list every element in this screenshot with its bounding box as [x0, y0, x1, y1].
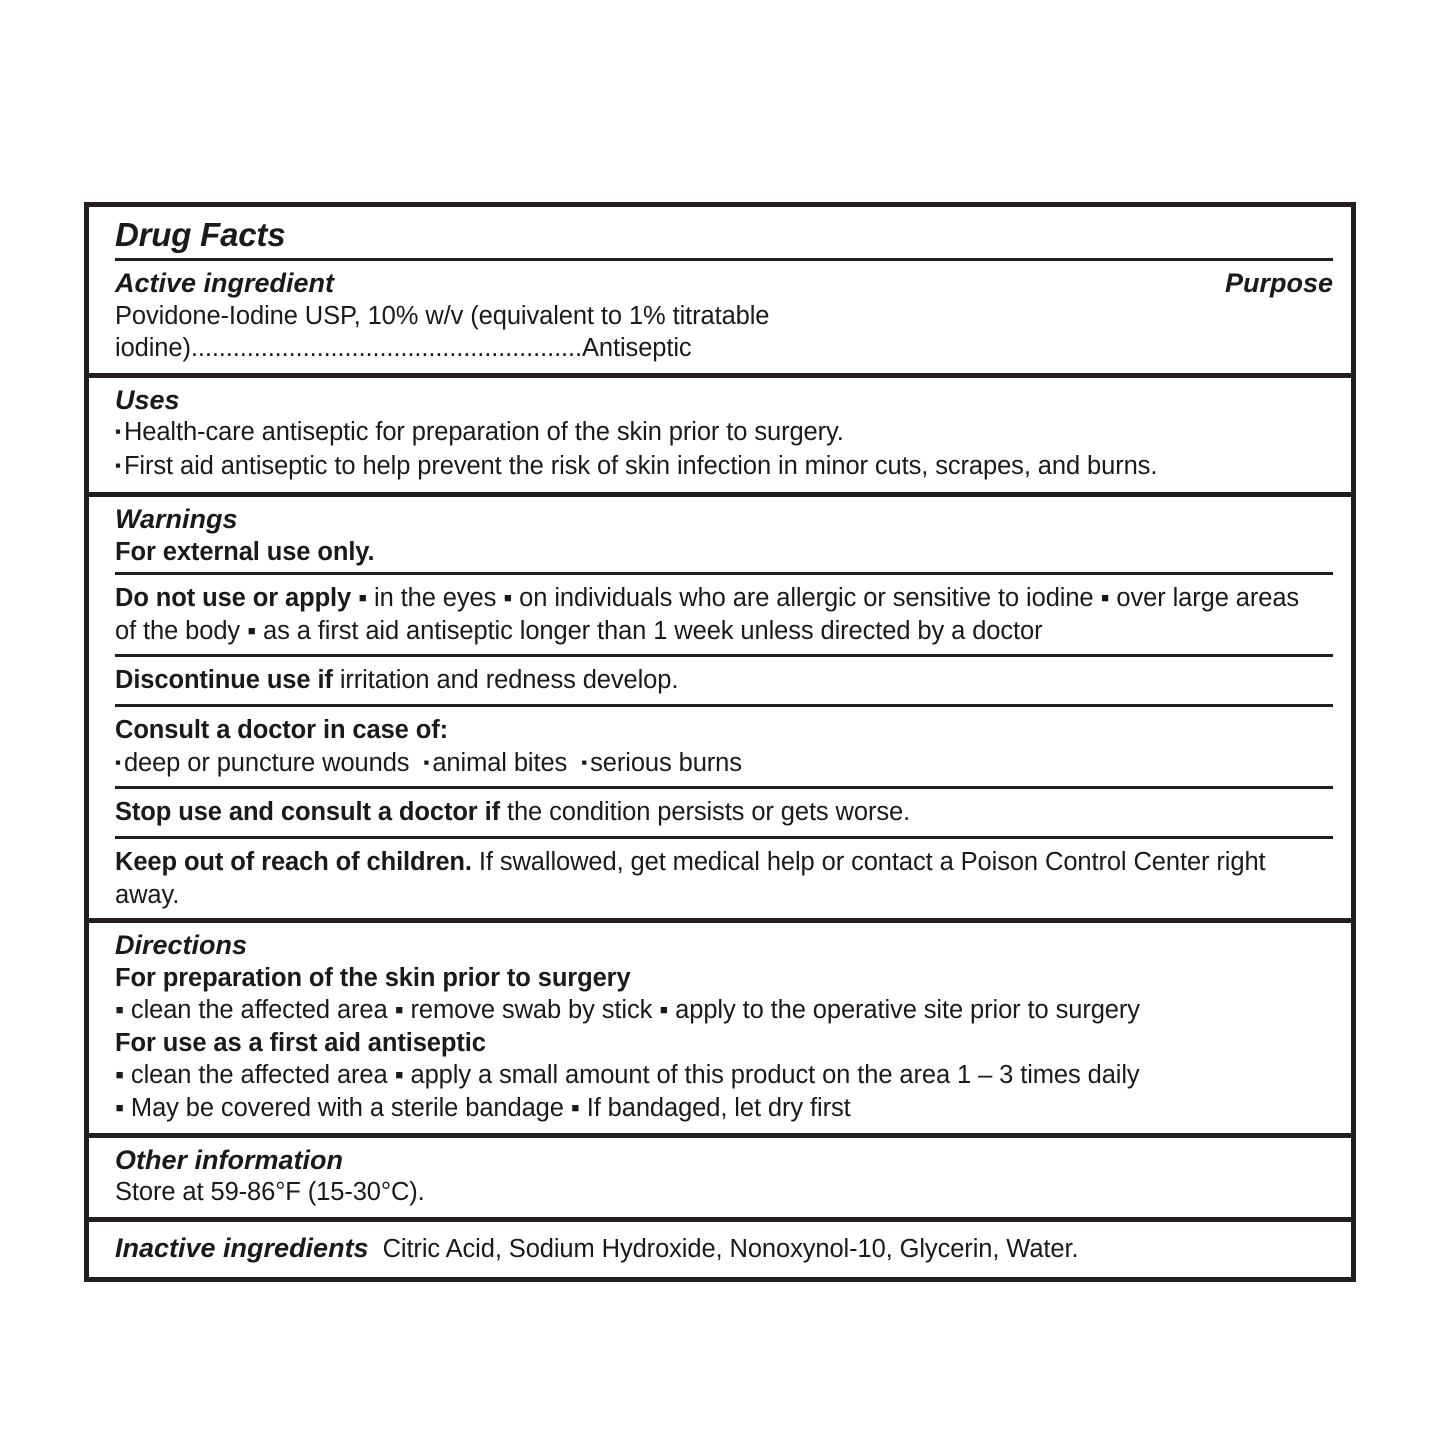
inactive-ingredients-section — [89, 1222, 1351, 1278]
discontinue-rest: irritation and redness develop. — [332, 666, 679, 695]
external-use-text: For external use only. — [115, 537, 375, 566]
active-ingredient-heading: Active ingredient — [115, 268, 335, 299]
do-not-use-line-1 — [115, 582, 1333, 615]
stop-use-rest: the condition persists or gets worse. — [500, 798, 911, 827]
other-information-section — [89, 1138, 1351, 1217]
bullet-square-icon: ▪ — [115, 456, 121, 476]
uses-item — [115, 416, 1333, 450]
directions-heading: Directions — [115, 930, 248, 961]
keep-out-rest: If swallowed, get medical help or contact a Poison Control Center right away. — [115, 847, 1266, 909]
stop-use-label: Stop use and consult a doctor if — [115, 798, 500, 827]
consult-item: animal bites — [432, 748, 568, 777]
directions-sub1-line: ▪ clean the affected area ▪ remove swab by stick ▪ apply to the operative site prior to surgery — [115, 996, 1140, 1025]
directions-sub1-heading: For preparation of the skin prior to surgery — [115, 963, 631, 992]
consult-item: deep or puncture wounds — [123, 748, 410, 777]
leader-dots: ........................................................ — [190, 334, 583, 363]
other-information-text: Store at 59-86°F (15-30°C). — [115, 1178, 425, 1207]
purpose-value: Antiseptic — [582, 334, 692, 363]
bullet-square-icon: ▪ — [423, 752, 430, 772]
discontinue-block — [89, 657, 1351, 704]
directions-sub2-line-2: ▪ May be covered with a sterile bandage ▪ If bandaged, let dry first — [115, 1094, 851, 1123]
inactive-ingredients-text — [369, 1235, 1079, 1263]
uses-heading: Uses — [115, 384, 180, 415]
consult-doctor-items — [115, 747, 1333, 780]
do-not-use-rest: ▪ in the eyes ▪ on individuals who are allergic or sensitive to iodine ▪ over large areas — [351, 584, 1300, 613]
discontinue-line — [115, 664, 1333, 697]
consult-doctor-label: Consult a doctor in case of: — [115, 716, 448, 745]
uses-section — [89, 378, 1351, 492]
discontinue-label: Discontinue use if — [115, 666, 333, 695]
consult-doctor-block — [89, 707, 1351, 786]
inactive-ingredients-value: Citric Acid, Sodium Hydroxide, Nonoxynol-10, Glycerin, Water. — [382, 1234, 1079, 1263]
drug-facts-title: Drug Facts — [115, 216, 286, 253]
do-not-use-block — [89, 575, 1351, 654]
stop-use-block — [89, 789, 1351, 836]
active-ingredient-section — [89, 261, 1351, 373]
uses-item-text: Health-care antiseptic for preparation of the skin prior to surgery. — [123, 418, 844, 447]
active-ingredient-value: Povidone-Iodine USP, 10% w/v (equivalent to 1% titratable iodine) — [115, 301, 770, 363]
uses-item — [115, 450, 1333, 484]
keep-out-block — [89, 839, 1351, 918]
stop-use-line — [115, 796, 1333, 829]
bullet-square-icon: ▪ — [115, 422, 121, 442]
directions-section — [89, 923, 1351, 1133]
active-ingredient-head-row — [115, 267, 1333, 299]
purpose-heading: Purpose — [1224, 268, 1333, 299]
keep-out-label: Keep out of reach of children. — [115, 847, 472, 876]
bullet-square-icon: ▪ — [581, 752, 588, 772]
other-information-heading: Other information — [115, 1144, 343, 1175]
inactive-ingredients-heading: Inactive ingredients — [115, 1232, 369, 1263]
active-ingredient-text — [115, 300, 1333, 365]
drug-facts-panel — [84, 202, 1356, 1282]
directions-sub2-heading: For use as a first aid antiseptic — [115, 1028, 486, 1057]
keep-out-line — [115, 846, 1333, 911]
inactive-ingredients-line — [115, 1232, 1333, 1266]
do-not-use-line-2: of the body ▪ as a first aid antiseptic longer than 1 week unless directed by a doctor — [115, 616, 1043, 645]
consult-item: serious burns — [590, 748, 742, 777]
directions-sub2-line-1: ▪ clean the affected area ▪ apply a small amount of this product on the area 1 – 3 times daily — [115, 1061, 1140, 1090]
do-not-use-label: Do not use or apply — [115, 584, 352, 613]
warnings-section — [89, 497, 1351, 572]
bullet-square-icon: ▪ — [115, 752, 121, 772]
uses-item-text: First aid antiseptic to help prevent the risk of skin infection in minor cuts, scrapes, and burns. — [123, 452, 1158, 481]
warnings-heading: Warnings — [115, 504, 238, 535]
